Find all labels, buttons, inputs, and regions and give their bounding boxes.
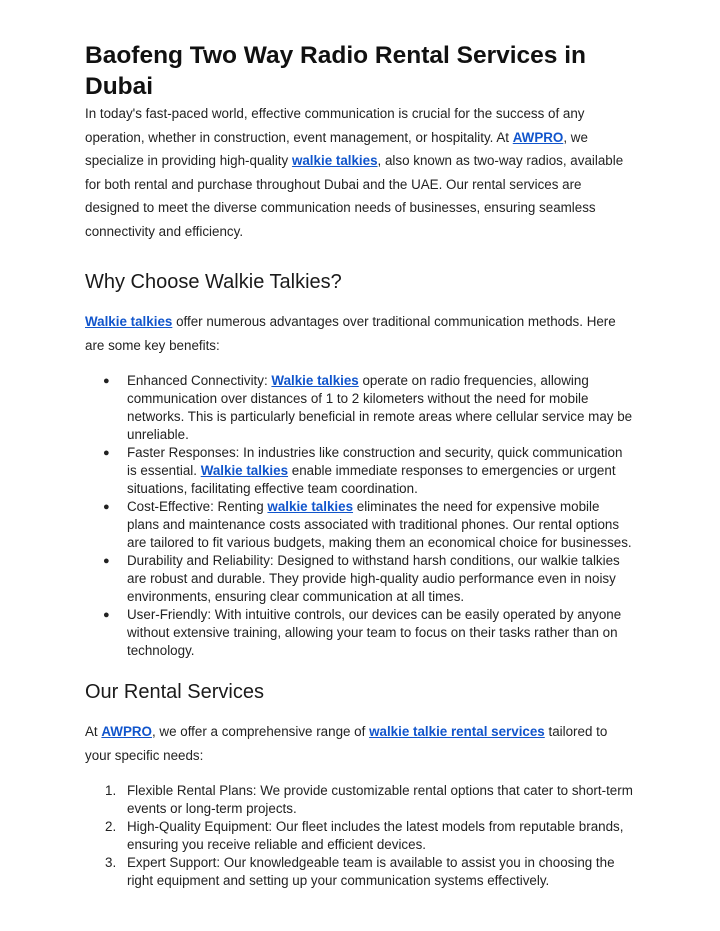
awpro-link[interactable]: AWPRO xyxy=(101,724,152,739)
list-item xyxy=(85,372,634,444)
benefits-list xyxy=(85,372,634,660)
list-item-text: eliminates the need for expensive mobile plans and maintenance costs associated with traditional phones. Our rental options are tailored to fit various budgets, making them an economical choice for businesses. xyxy=(127,499,632,550)
walkie-talkies-link[interactable]: Walkie talkies xyxy=(200,463,289,478)
intro-text-2: , we specialize in providing high-quality xyxy=(85,129,588,168)
section-heading-rental-services: Our Rental Services xyxy=(85,681,264,703)
list-item-text: Cost-Effective: Renting xyxy=(127,499,268,514)
section2-lead-text: tailored to your specific needs: xyxy=(85,724,608,763)
list-number: 2. xyxy=(105,819,117,834)
section2-lead xyxy=(85,720,634,767)
page-title: Baofeng Two Way Radio Rental Services in Dubai xyxy=(85,42,586,100)
list-item-text: Enhanced Connectivity: xyxy=(127,373,272,388)
list-item xyxy=(85,854,634,890)
list-item-text: High-Quality Equipment: Our fleet includes the latest models from reputable brands, ensuring you receive reliable and efficient devices. xyxy=(127,819,624,852)
walkie-talkie-rental-services-link[interactable]: walkie talkie rental services xyxy=(369,724,545,739)
walkie-talkies-link[interactable]: Walkie talkies xyxy=(271,373,359,388)
list-item-text: Durability and Reliability: Designed to withstand harsh conditions, our walkie talkies are robust and durable. They provide high-quality audio performance even in noisy environments, ensuring clear communication at all times. xyxy=(127,553,620,604)
awpro-link[interactable]: AWPRO xyxy=(512,129,564,145)
list-item xyxy=(85,498,634,552)
list-number: 1. xyxy=(105,783,117,798)
section1-lead xyxy=(85,310,634,357)
section-heading-why-choose: Why Choose Walkie Talkies? xyxy=(85,271,342,293)
services-list xyxy=(85,782,634,890)
list-item xyxy=(85,444,634,498)
list-item-text: User-Friendly: With intuitive controls, our devices can be easily operated by anyone without extensive training, allowing your team to focus on their tasks rather than on technology. xyxy=(127,607,622,658)
list-item-text: Flexible Rental Plans: We provide customizable rental options that cater to short-term events or long-term projects. xyxy=(127,783,633,816)
list-number: 3. xyxy=(105,855,117,870)
section2-lead-text: At xyxy=(85,724,102,739)
list-item xyxy=(85,782,634,818)
walkie-talkies-link[interactable]: walkie talkies xyxy=(291,153,378,168)
intro-text-1: In today's fast-paced world, effective communication is crucial for the success of any operation, whether in construction, event management, or hospitality. At xyxy=(85,106,585,145)
section1-lead-text: offer numerous advantages over traditional communication methods. Here are some key benefits: xyxy=(85,314,616,353)
list-item xyxy=(85,606,634,660)
list-item-text: enable immediate responses to emergencies or urgent situations, facilitating effective team coordination. xyxy=(127,463,616,496)
section2-lead-text: , we offer a comprehensive range of xyxy=(151,724,370,739)
list-item-text: Expert Support: Our knowledgeable team is available to assist you in choosing the right equipment and setting up your communication systems effectively. xyxy=(127,855,615,888)
list-item-text: Faster Responses: In industries like construction and security, quick communication is essential. xyxy=(127,445,623,478)
list-item xyxy=(85,552,634,606)
list-item-text: operate on radio frequencies, allowing communication over distances of 1 to 2 kilometers without the need for mobile networks. This is particularly beneficial in remote areas where cellular service may be unreliable. xyxy=(127,373,633,442)
walkie-talkies-link[interactable]: walkie talkies xyxy=(267,499,354,514)
intro-paragraph xyxy=(85,102,634,243)
intro-text-3: , also known as two-way radios, available for both rental and purchase throughout Dubai and the UAE. Our rental services are designed to meet the diverse communication needs of businesses, ensuring seamless connectivity and efficiency. xyxy=(85,153,624,239)
walkie-talkies-link[interactable]: Walkie talkies xyxy=(85,314,173,329)
list-item xyxy=(85,818,634,854)
